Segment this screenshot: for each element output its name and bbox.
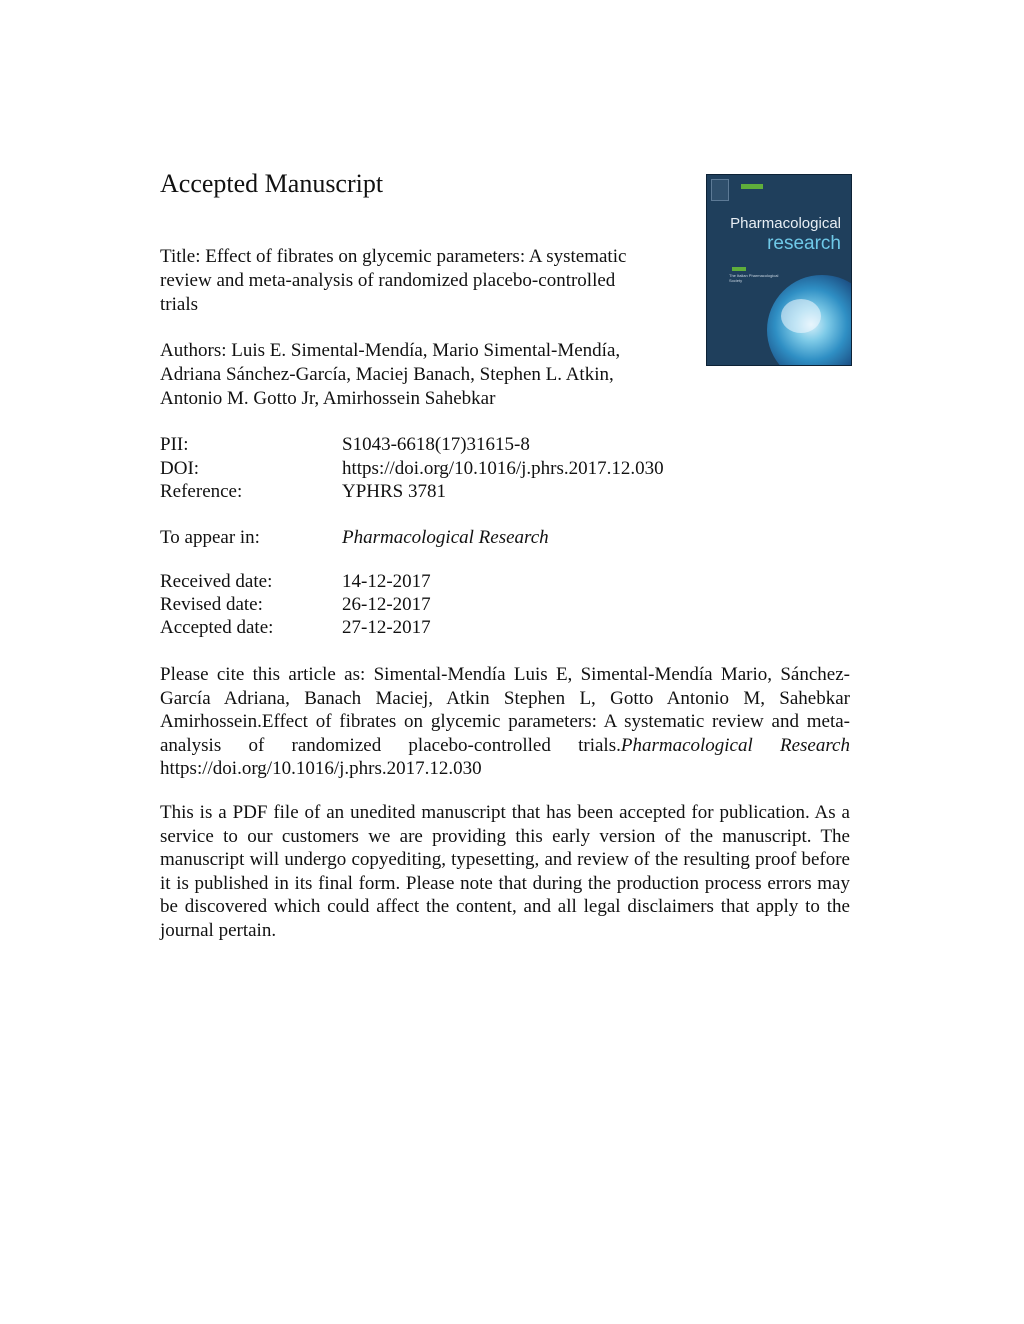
cover-title <box>730 215 841 255</box>
citation-text: Please cite this article as: Simental-Mendía Luis E, Simental-Mendía Mario, Sánchez-García Adriana, Banach Maciej, Atkin Stephen L, Gotto Antonio M, Sahebkar Amirhossein.Effect of fibrates on glycemic parameters: A systematic review and meta-analysis of randomized placebo-controlled trials. <box>160 664 850 756</box>
manuscript-notice: This is a PDF file of an unedited manuscript that has been accepted for publication. As a service to our customers we are providing this early version of the manuscript. The manuscript will undergo copyediting, typesetting, and review of the resulting proof before it is published in its final form. Please note that during the production process errors may be discovered which could affect the content, and all legal disclaimers that apply to the journal pertain. <box>160 802 850 941</box>
appear-row <box>160 526 760 550</box>
cover-title-line1: Pharmacological <box>730 215 841 232</box>
received-value: 14-12-2017 <box>342 571 431 592</box>
revised-label: Revised date: <box>160 594 263 615</box>
cover-society-text: The Italian Pharmacological Society <box>729 273 779 283</box>
citation-doi: https://doi.org/10.1016/j.phrs.2017.12.030 <box>160 758 482 779</box>
article-authors <box>160 339 680 411</box>
society-logo-icon <box>732 267 746 271</box>
article-title-line: Title: Effect of fibrates on glycemic parameters: A systematic <box>160 246 627 267</box>
cover-title-line2: research <box>767 233 841 254</box>
citation-paragraph <box>160 663 850 781</box>
page-heading: Accepted Manuscript <box>160 169 384 198</box>
pii-value: S1043-6618(17)31615-8 <box>342 434 530 455</box>
accepted-value: 27-12-2017 <box>342 617 431 638</box>
appear-label: To appear in: <box>160 527 260 548</box>
revised-value: 26-12-2017 <box>342 594 431 615</box>
received-label: Received date: <box>160 571 273 592</box>
citation-journal: Pharmacological Research <box>620 734 850 756</box>
doi-label: DOI: <box>160 458 200 479</box>
journal-cover <box>706 174 852 366</box>
authors-line: Authors: Luis E. Simental-Mendía, Mario Simental-Mendía, <box>160 340 621 361</box>
pii-label: PII: <box>160 434 189 455</box>
article-title <box>160 245 680 317</box>
doi-row <box>160 457 760 481</box>
pii-row <box>160 433 760 457</box>
article-title-line: trials <box>160 294 198 315</box>
accepted-row <box>160 616 760 640</box>
reference-label: Reference: <box>160 481 243 502</box>
elsevier-tree-icon <box>711 179 729 201</box>
reference-row <box>160 480 760 504</box>
accepted-label: Accepted date: <box>160 617 274 638</box>
received-row <box>160 570 760 594</box>
authors-line: Antonio M. Gotto Jr, Amirhossein Sahebkar <box>160 388 496 409</box>
cover-accent-bar <box>741 184 763 189</box>
article-title-line: review and meta-analysis of randomized placebo-controlled <box>160 270 616 291</box>
cover-image-highlight <box>781 299 821 333</box>
journal-name: Pharmacological Research <box>342 527 549 548</box>
authors-line: Adriana Sánchez-García, Maciej Banach, Stephen L. Atkin, <box>160 364 614 385</box>
reference-value: YPHRS 3781 <box>342 481 446 502</box>
revised-row <box>160 593 760 617</box>
doi-value: https://doi.org/10.1016/j.phrs.2017.12.030 <box>342 458 664 479</box>
